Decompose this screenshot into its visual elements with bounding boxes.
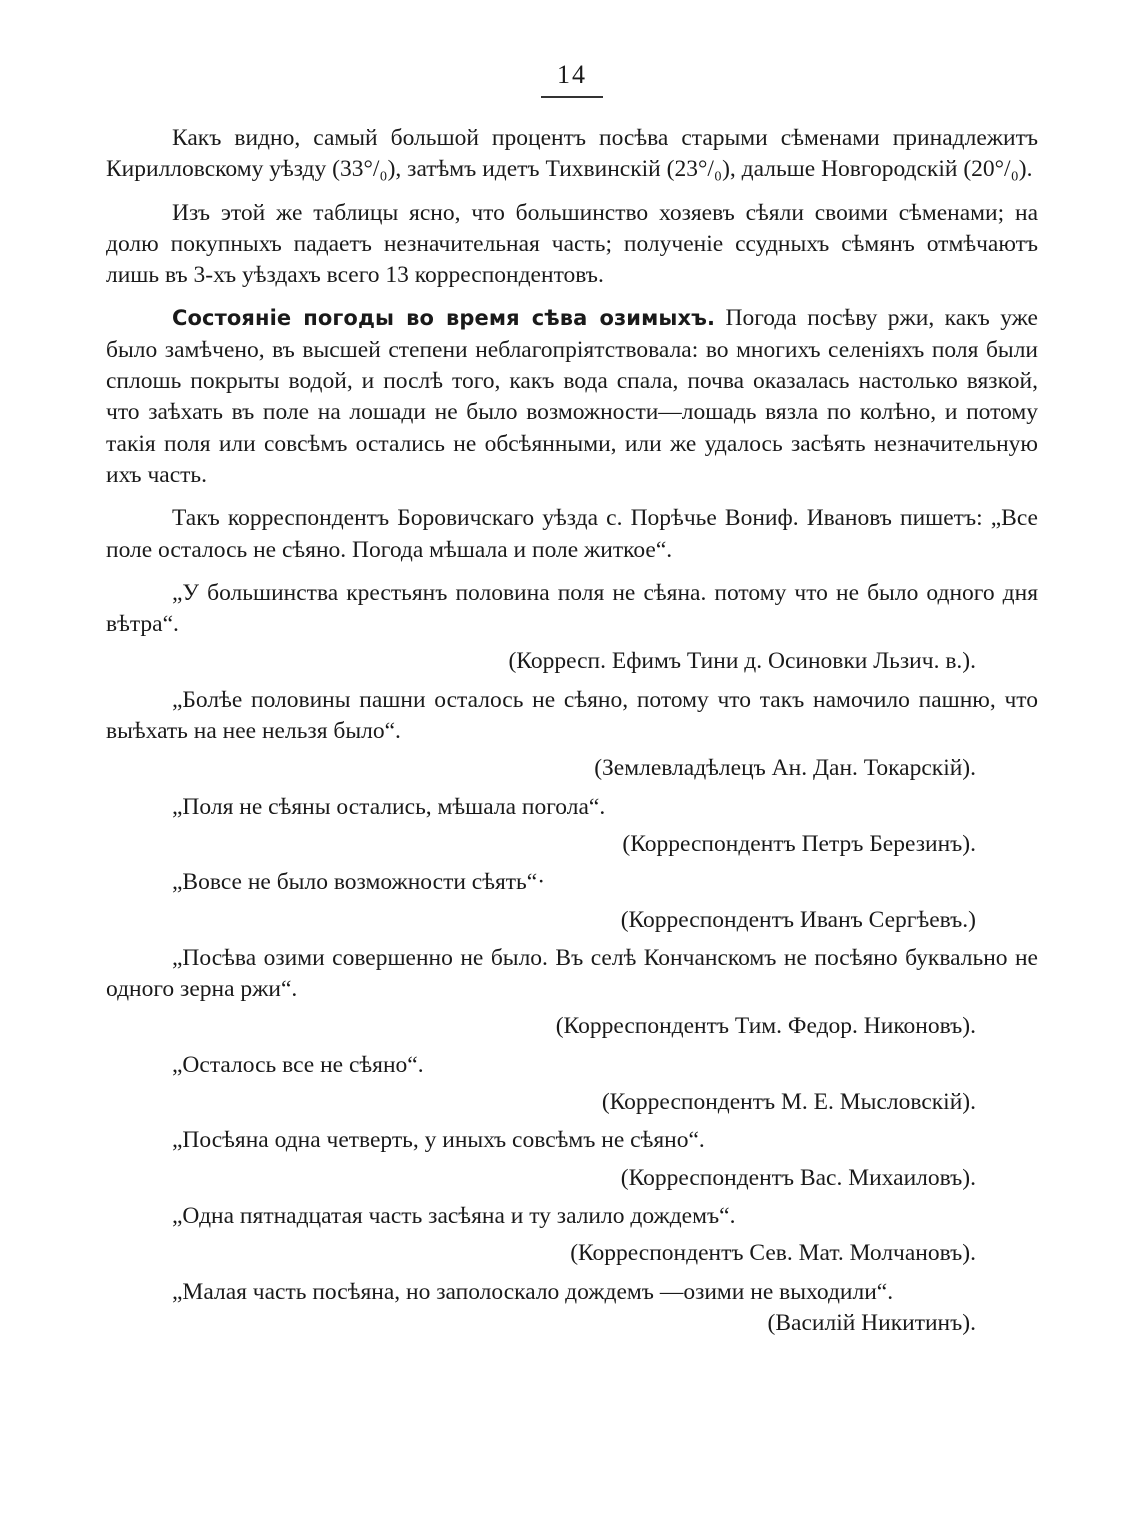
quote-text: „Поля не сѣяны остались, мѣшала погола“. xyxy=(172,793,606,820)
paragraph-own-seed: Изъ этой же таблицы ясно, что большинство хозяевъ сѣяли своими сѣменами; на долю покупныхъ падаетъ незначительная часть; полученіе ссудныхъ сѣмянъ отмѣчаютъ лишь въ 3-хъ уѣздахъ всего 13 корреспондентовъ. xyxy=(106,199,1038,289)
paragraph-old-seed-share: Какъ видно, самый большой процентъ посѣва старыми сѣменами принадлежитъ Кирилловскому уѣзду (33°/₀), затѣмъ идетъ Тихвинскій (23°/₀), дальше Новгородскій (20°/₀). xyxy=(106,125,1038,183)
paragraph-weather-body: Погода посѣву ржи, какъ уже было замѣчено, въ высшей степени неблагопріятствовала: во многихъ селеніяхъ поля были сплошь покрыты водой, и послѣ того, какъ вода спала, почва оказалась настолько вязкой, что заѣхать въ поле на лошади не было возможности—лошадь вязла по колѣно, и потому такія поля или совсѣмъ остались не обсѣянными, или же удалось засѣять незначительную ихъ часть. xyxy=(106,305,1038,488)
quote-source: (Корреспондентъ М. Е. Мысловскій). xyxy=(601,1089,976,1116)
page-number: 14 xyxy=(557,60,587,89)
body-text xyxy=(106,123,1038,1339)
quote-source: (Землевладѣлецъ Ан. Дан. Токарскій). xyxy=(594,755,976,782)
quote-text: „Болѣе половины пашни осталось не сѣяно, потому что такъ намочило пашню, что выѣхать на нее нельзя было“. xyxy=(106,686,1038,745)
quote-source: (Корреспондентъ Петръ Березинъ). xyxy=(622,830,976,857)
paragraph-weather xyxy=(106,303,1038,491)
quote-text: „Вовсе не было возможности сѣять“· xyxy=(172,869,546,896)
quote-source: (Корреспондентъ Иванъ Сергѣевъ.) xyxy=(620,906,976,933)
quote-source: (Василій Никитинъ). xyxy=(767,1309,976,1336)
quote-source: (Корресп. Ефимъ Тини д. Осиновки Льзич. в.). xyxy=(508,648,976,675)
quote-text: „У большинства крестьянъ половина поля не сѣяна. потому что не было одного дня вѣтра“. xyxy=(106,579,1038,638)
quote-text: „Посѣва озими совершенно не было. Въ селѣ Кончанскомъ не посѣяно буквально не одного зерна ржи“. xyxy=(106,944,1038,1003)
paragraph-borovichi-report: Такъ корреспондентъ Боровичскаго уѣзда с. Порѣчье Вониф. Ивановъ пишетъ: „Все поле осталось не сѣяно. Погода мѣшала и поле житкое“. xyxy=(106,505,1038,563)
quote-text: „Малая часть посѣяна, но заполоскало дождемъ —озими не выходили“. xyxy=(172,1278,894,1305)
section-heading-weather: Состояніе погоды во время сѣва озимыхъ. xyxy=(172,306,716,331)
quote-source: (Корреспондентъ Вас. Михаиловъ). xyxy=(620,1164,976,1191)
quote-source: (Корреспондентъ Тим. Федор. Никоновъ). xyxy=(555,1013,976,1040)
quote-text: „Посѣяна одна четверть, у иныхъ совсѣмъ не сѣяно“. xyxy=(172,1127,705,1154)
quote-text: „Осталось все не сѣяно“. xyxy=(172,1051,424,1078)
page-number-rule xyxy=(541,96,603,98)
quote-source: (Корреспондентъ Сев. Мат. Молчановъ). xyxy=(570,1240,976,1267)
quote-text: „Одна пятнадцатая часть засѣяна и ту залило дождемъ“. xyxy=(172,1202,736,1229)
